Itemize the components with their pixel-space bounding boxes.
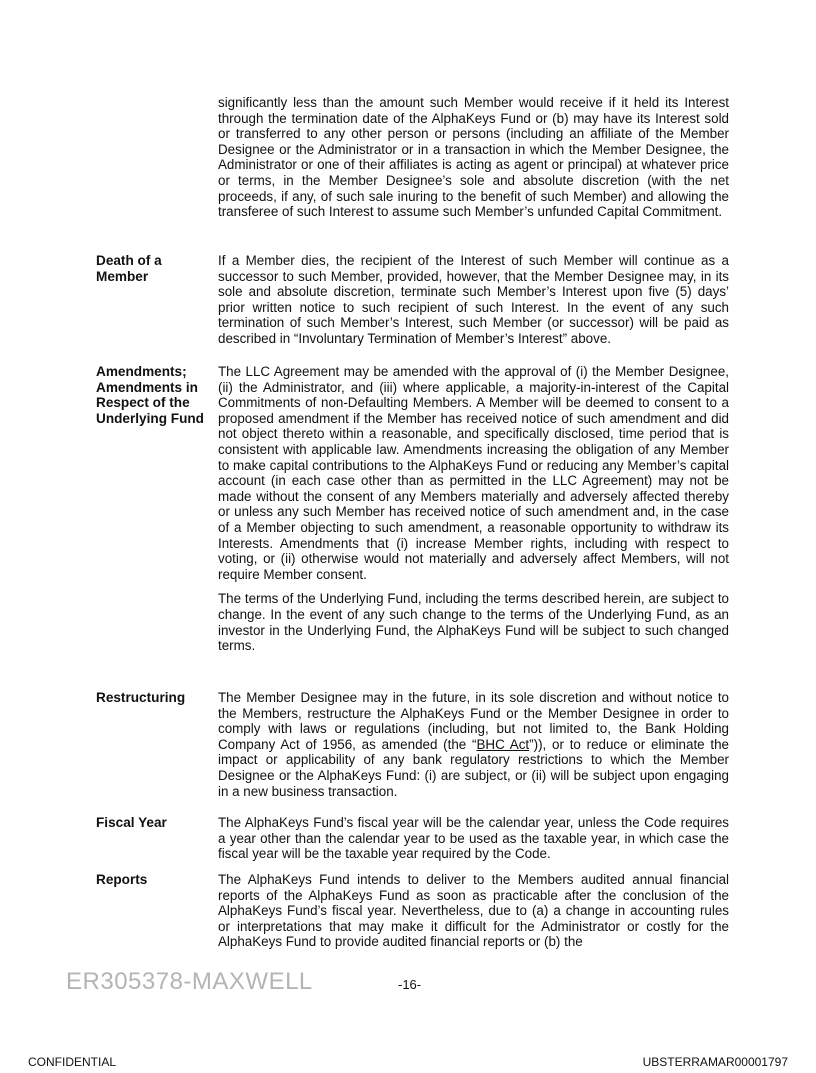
page-number: -16- xyxy=(398,977,422,992)
section-label: Amendments; Amendments in Respect of the Underlying Fund xyxy=(96,364,204,426)
section-label: Reports xyxy=(96,872,148,887)
section-label: Death of a Member xyxy=(96,253,162,284)
section-text xyxy=(218,364,729,654)
section-label: Restructuring xyxy=(96,690,186,705)
amendments-paragraph-1: The LLC Agreement may be amended with the approval of (i) the Member Designee, (ii) the Administrator, and (iii) where applicable, a majority-in-interest of the Capital Commitments of non-Defaulting Members. A Member will be deemed to consent to a proposed amendment if the Member has received notice of such amendment and did not object thereto within a reasonable, and specifically disclosed, time period that is consistent with applicable law. Amendments increasing the obligation of any Member to make capital contributions to the AlphaKeys Fund or reducing any Member’s capital account (in each case other than as permitted in the LLC Agreement) may not be made without the consent of any Members materially and adversely affected thereby or unless any such Member has received notice of such amendment and, in the case of a Member objecting to such amendment, a reasonable opportunity to withdraw its Interests. Amendments that (i) increase Member rights, including with respect to voting, or (ii) otherwise would not materially and adversely affect Members, will not require Member consent. xyxy=(218,364,729,582)
section-text: The AlphaKeys Fund’s fiscal year will be the calendar year, unless the Code requires a year other than the calendar year to be used as the taxable year, in which case the fiscal year will be the taxable year required by the Code. xyxy=(218,815,729,862)
amendments-paragraph-2: The terms of the Underlying Fund, including the terms described herein, are subject to change. In the event of any such change to the terms of the Underlying Fund, as an investor in the Underlying Fund, the AlphaKeys Fund will be subject to such changed terms. xyxy=(218,591,729,654)
restructuring-text-b: ”)), or to reduce or eliminate the impact or applicability of any bank regulatory restrictions to which the Member Designee or the AlphaKeys Fund: (i) are subject, or (ii) will be subject upon engaging in a new business transaction. xyxy=(218,736,729,799)
confidential-label: CONFIDENTIAL xyxy=(28,1055,117,1069)
restructuring-text-a: The Member Designee may in the future, in its sole discretion and without notice to the Members, restructure the AlphaKeys Fund or the Member Designee in order to comply with laws or regulations (including, but not limited to, the Bank Holding Company Act of 1956, as amended (the “ xyxy=(218,690,729,752)
bates-number: UBSTERRAMAR00001797 xyxy=(642,1055,788,1069)
bates-watermark: ER305378-MAXWELL xyxy=(66,968,313,995)
continuation-paragraph: significantly less than the amount such Member would receive if it held its Interest through the termination date of the AlphaKeys Fund or (b) may have its Interest sold or transferred to any other person or persons (including an affiliate of the Member Designee or the Administrator or in a transaction in which the Member Designee, the Administrator or one of their affiliates is acting as agent or principal) at whatever price or terms, in the Member Designee’s sole and absolute discretion (with the net proceeds, if any, of such sale inuring to the benefit of such Member) and allowing the transferee of such Interest to assume such Member’s unfunded Capital Commitment. xyxy=(218,95,729,220)
section-text xyxy=(218,690,729,799)
section-label: Fiscal Year xyxy=(96,815,167,830)
bhc-act-term: BHC Act xyxy=(476,736,530,752)
section-text: If a Member dies, the recipient of the Interest of such Member will continue as a successor to such Member, provided, however, that the Member Designee may, in its sole and absolute discretion, terminate such Member’s Interest upon five (5) days’ prior written notice to such recipient of such Interest. In the event of any such termination of such Member’s Interest, such Member (or successor) will be paid as described in “Involuntary Termination of Member’s Interest” above. xyxy=(218,253,729,346)
section-text: The AlphaKeys Fund intends to deliver to the Members audited annual financial reports of the AlphaKeys Fund as soon as practicable after the conclusion of the AlphaKeys Fund’s fiscal year. Nevertheless, due to (a) a change in accounting rules or interpretations that may make it difficult for the Administrator or costly for the AlphaKeys Fund to provide audited financial reports or (b) the xyxy=(218,872,729,950)
